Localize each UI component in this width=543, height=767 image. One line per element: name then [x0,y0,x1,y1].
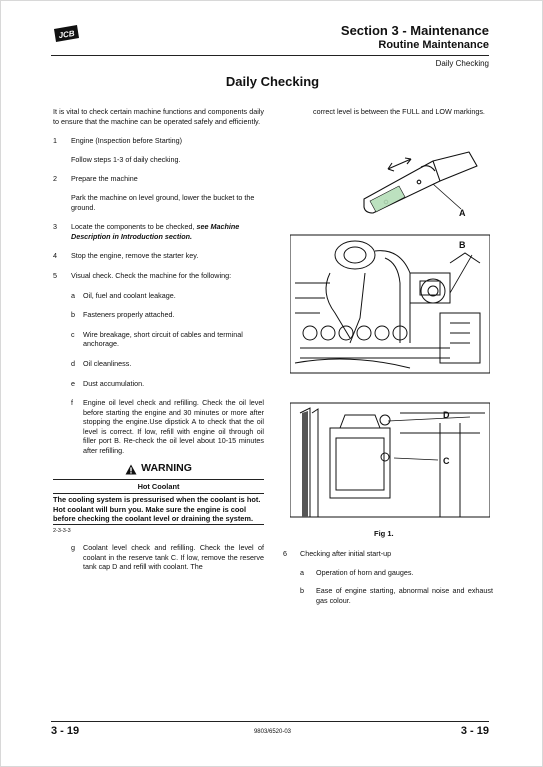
warning-divider [53,479,264,480]
item-text: Coolant level check and refilling. Check the level of coolant in the reserve tank C. If low, remove the reserve tank cap D and refill with coolant. The [83,543,264,572]
warning-body: The cooling system is pressurised when the coolant is hot. Hot coolant will burn you. Make sure the engine is cool before checking the coolant level or draining the system. [53,493,264,525]
step-number: 5 [53,270,57,280]
check-item-a [53,291,264,301]
step-number: 2 [53,174,57,184]
item-letter: g [71,543,75,553]
startup-item-a [283,568,493,578]
step-number: 6 [283,549,287,558]
section-heading: Section 3 - Maintenance [340,23,489,38]
engine-illustration [290,233,490,518]
item-text: Oil cleanliness. [83,358,132,368]
item-letter: e [71,378,75,388]
label-b: B [459,240,466,250]
step-text: Engine (Inspection before Starting) [71,136,183,146]
continued-text: correct level is between the FULL and LOW markings. [313,107,485,116]
step-text: Locate the components to be checked, [71,222,197,232]
footer-page-number-left: 3 - 19 [51,725,80,737]
item-letter: d [71,358,75,368]
jcb-logo [51,23,81,45]
warning-subtitle: Hot Coolant [137,481,180,491]
item-letter: b [71,310,75,320]
header-page-title: Daily Checking [435,59,489,68]
item-text: Engine oil level check and refilling. Check the oil level before starting the engine and 30 minutes or more after stopping the engine.Use dipstick A to check that the oil level is correct. If low, refill with engine oil through oil filler port B. Re-check the oil level about 10-15 minutes after refilling. [83,398,264,456]
step-number: 1 [53,136,57,146]
startup-item-b [283,586,493,605]
footer-document-code: 9803/6520-03 [253,729,292,735]
subsection-heading: Routine Maintenance [378,39,489,51]
step-3 [53,222,264,241]
figure-caption: Fig 1. [374,529,394,538]
step-1-note: Follow steps 1-3 of daily checking. [71,154,181,164]
check-item-e [53,379,264,389]
step-number: 3 [53,222,57,232]
warning-code: 2-3-3-3 [53,528,71,535]
check-item-d [53,359,264,369]
item-letter: a [71,290,75,300]
item-letter: a [300,567,304,577]
item-letter: b [300,586,304,596]
check-item-f [53,398,264,456]
item-letter: c [71,329,75,339]
page-title: Daily Checking [225,74,320,89]
item-text: Ease of engine starting, abnormal noise and exhaust gas colour. [316,586,493,605]
item-text: Wire breakage, short circuit of cables and terminal anchorage. [83,329,243,349]
step-text: Prepare the machine [71,174,138,184]
label-c: C [443,456,450,466]
step-5 [53,271,264,281]
step-2 [53,174,264,184]
cross-reference: see Machine Description in Introduction section. [71,222,240,241]
step-text: Stop the engine, remove the starter key. [71,251,199,261]
step-text: Visual check. Check the machine for the following: [71,270,232,280]
header-divider [51,55,489,56]
warning-heading [53,464,264,475]
right-column [313,107,491,117]
check-item-b [53,310,264,320]
item-text: Fasteners properly attached. [83,310,175,320]
startup-checks [283,549,493,605]
check-item-g [53,543,264,572]
step-1 [53,136,264,146]
label-a: A [459,208,466,218]
footer-page-number-right: 3 - 19 [460,725,489,737]
item-letter: f [71,398,73,408]
warning-triangle-icon [125,464,137,475]
left-column [53,107,264,572]
step-4 [53,251,264,261]
step-number: 4 [53,251,57,261]
item-text: Operation of horn and gauges. [316,567,414,577]
step-text: Checking after initial start-up [300,549,392,558]
step-2-note: Park the machine on level ground, lower the bucket to the ground. [71,192,255,212]
item-text: Dust accumulation. [83,378,145,388]
step-6 [283,549,493,559]
check-item-c [53,330,264,349]
svg-text:JCB: JCB [58,28,76,41]
warning-label: WARNING [141,462,192,475]
label-d: D [443,410,450,420]
footer-divider [51,721,489,722]
intro-paragraph: It is vital to check certain machine functions and components daily to ensure that the machine can be operated safely and efficiently. [53,107,264,126]
item-text: Oil, fuel and coolant leakage. [83,290,176,300]
